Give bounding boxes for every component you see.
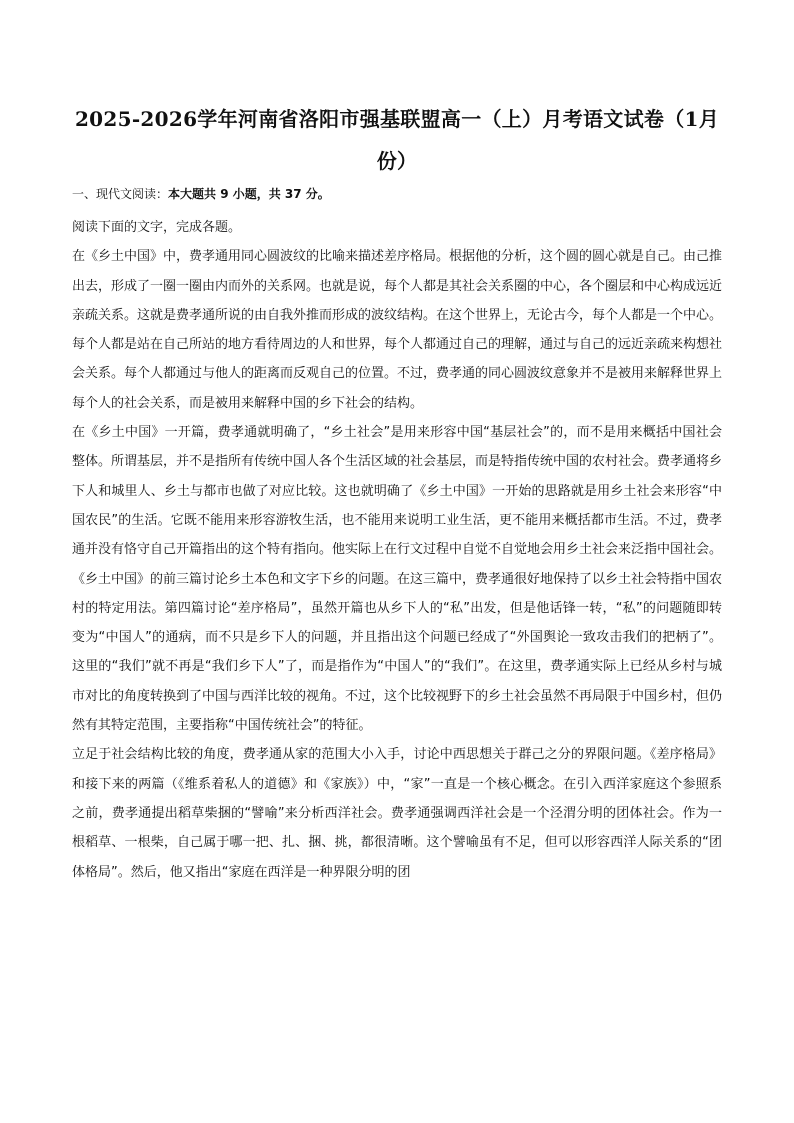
reading-instruction: 阅读下面的文字，完成各题。 [72, 220, 242, 235]
passage-paragraph-1: 在《乡土中国》中，费孝通用同心圆波纹的比喻来描述差序格局。根据他的分析，这个圆的圆心就是自己。由己推出去，形成了一圈一圈由内而外的关系网。也就是说，每个人都是其社会关系圈的中心，各个圈层和中心构成远近亲疏关系。这就是费孝通所说的由自我外推而形成的波纹结构。在这个世界上，无论古今，每个人都是一个中心。每个人都是站在自己所站的地方看待周边的人和世界，每个人都通过自己的理解，通过与自己的远近亲疏来构想社会关系。每个人都通过与他人的距离而反观自己的位置。不过，费孝通的同心圆波纹意象并不是被用来解释世界上每个人的社会关系，而是被用来解释中国的乡下社会的结构。 [72, 249, 723, 411]
section-heading [72, 183, 732, 205]
passage-paragraph-3: 《乡土中国》的前三篇讨论乡土本色和文字下乡的问题。在这三篇中，费孝通很好地保持了以乡土社会特指中国农村的特定用法。第四篇讨论“差序格局”，虽然开篇也从乡下人的“私”出发，但是他话锋一转，“私”的问题随即转变为“中国人”的通病，而不只是乡下人的问题，并且指出这个问题已经成了“外国舆论一致攻击我们的把柄了”。这里的“我们”就不再是“我们乡下人”了，而是指作为“中国人”的“我们”。在这里，费孝通实际上已经从乡村与城市对比的角度转换到了中国与西洋比较的视角。不过，这个比较视野下的乡土社会虽然不再局限于中国乡村，但仍然有其特定范围，主要指称“中国传统社会”的特征。 [72, 571, 723, 734]
passage-paragraph-2: 在《乡土中国》一开篇，费孝通就明确了，“乡土社会”是用来形容中国“基层社会”的，而不是用来概括中国社会整体。所谓基层，并不是指所有传统中国人各个生活区域的社会基层，而是特指传统中国的农村社会。费孝通将乡下人和城里人、乡土与都市也做了对应比较。这也就明确了《乡土中国》一开始的思路就是用乡土社会来形容“中国农民”的生活。它既不能用来形容游牧生活，也不能用来说明工业生活，更不能用来概括都市生活。不过，费孝通并没有恪守自己开篇指出的这个特有指向。他实际上在行文过程中自觉不自觉地会用乡土社会来泛指中国社会。 [72, 425, 723, 558]
exam-title: 2025-2026学年河南省洛阳市强基联盟高一（上）月考语文试卷（1月份） [74, 107, 720, 173]
section-prefix: 一、现代文阅读： [72, 187, 169, 201]
reading-passage [72, 213, 722, 887]
passage-paragraph-4: 立足于社会结构比较的角度，费孝通从家的范围大小入手，讨论中西思想关于群己之分的界限问题。《差序格局》和接下来的两篇（《维系着私人的道德》和《家族》）中，“家”一直是一个核心概念。在引入西洋家庭这个参照系之前，费孝通提出稻草柴捆的“譬喻”来分析西洋社会。费孝通强调西洋社会是一个泾渭分明的团体社会。作为一根稻草、一根柴，自己属于哪一把、扎、捆、挑，都很清晰。这个譬喻虽有不足，但可以形容西洋人际关系的“团体格局”。然后，他又指出“家庭在西洋是一种界限分明的团 [72, 747, 722, 880]
section-detail: 本大题共 9 小题，共 37 分。 [168, 187, 330, 201]
